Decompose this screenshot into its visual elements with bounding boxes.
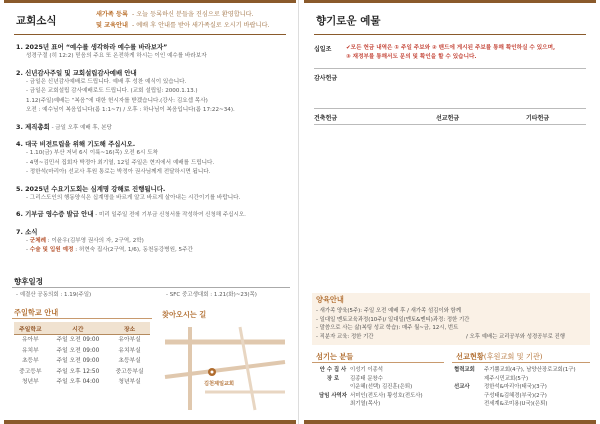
section-line: 1.12(주일)예배는 “복음”에 대한 헌시자를 받겠습니다.(강사: 김요셉 목사) xyxy=(26,97,208,104)
offering-note-line: ✔모든 헌금 내역은 ① 주일 주보와 ② 밴드에 게시된 주보를 통해 확인하실 수 있으며, xyxy=(346,45,556,51)
table-row xyxy=(14,367,150,378)
section-line: 성경구절 (히 12:2) 믿음의 주요 또 온전하게 하시는 이인 예수를 바라보자 xyxy=(26,53,207,59)
table-row xyxy=(14,346,150,357)
cell: 주일 오후 12:50 xyxy=(56,368,100,375)
cell: 유아부 xyxy=(21,337,39,343)
directions-title: 찾아오시는 길 xyxy=(162,310,207,319)
list-item: 제주시민교회(5구) xyxy=(484,375,529,382)
section-line: - 금일은 교회설립 감사예배로도 드립니다. (교회 설립일: 2000.1.13.) xyxy=(26,88,198,94)
cell: 주일 오후 04:00 xyxy=(56,379,100,385)
sunday-school-title: 주일학교 안내 xyxy=(14,308,59,317)
cell: 청년부실 xyxy=(118,379,141,385)
missions-title: 선교현황(후원교회 및 기관) xyxy=(456,352,543,361)
edu-text: 예배 후 안내를 받아 새가족실로 오시기 바랍니다. xyxy=(136,22,270,29)
news-section xyxy=(16,122,290,134)
offering-rule xyxy=(314,68,586,69)
map-label: 김천제일교회 xyxy=(204,381,235,387)
news-section xyxy=(16,42,290,62)
news-item: - 군체례 : 이윤우(김부영 권사의 자, 2구역, 2학) xyxy=(26,237,144,244)
upcoming-item: - SFC 중고생대회 : 1.21(화)~23(목) xyxy=(166,292,257,298)
bottom-accent-bar xyxy=(4,420,296,424)
news-section xyxy=(16,184,290,204)
missions-table xyxy=(454,366,590,409)
top-accent-bar xyxy=(4,0,296,3)
upcoming-title: 향후일정 xyxy=(14,277,43,286)
col-header: 장소 xyxy=(109,322,150,335)
section-title: 7. 소식 xyxy=(16,227,38,236)
offering-note-line: ③ 재정부를 통해서도 문의 및 확인을 할 수 있습니다. xyxy=(346,54,477,60)
section-inline: - 미리 일주일 전에 기부금 신청서를 작성하여 신청해 주십시오. xyxy=(95,212,246,218)
offering-title: 향기로운 예물 xyxy=(316,15,381,27)
cell: 주일 오전 09:00 xyxy=(56,358,100,364)
servers-title: 섬기는 분들 xyxy=(316,352,354,361)
sunday-school-rule xyxy=(12,318,152,319)
table-row xyxy=(14,356,150,367)
section-title: 3. 제직총회 xyxy=(16,122,50,131)
news-section xyxy=(16,209,290,221)
table-row xyxy=(14,377,150,388)
section-title: 2. 신년감사주일 및 교회설립감사예배 안내 xyxy=(16,68,137,77)
guide-item: - 직분자 교육: 정한 기간 xyxy=(316,333,374,340)
guide-extra: / 오후 예배는 교리공부와 성경공부로 진행 xyxy=(466,333,565,340)
directions-map xyxy=(160,322,290,412)
section-title: 4. 대국 비전트립을 위해 기도해 주십시오. xyxy=(16,140,136,148)
cell: 유치부실 xyxy=(118,347,141,354)
table-row xyxy=(14,335,150,346)
list-item: 담임 사역자 서미인(전도사) 황성호(전도사) xyxy=(319,392,423,399)
guide-list xyxy=(316,307,588,341)
guide-item: - 말씀으로 사는 삶(복팅 성교 학습): 매주 월~금, 12시, 번트 xyxy=(316,325,459,332)
tithe-label: 십일조 xyxy=(314,46,332,53)
servers-table xyxy=(316,366,444,409)
cell: 주일 오전 09:00 xyxy=(56,347,100,354)
welcome-tag: 새가족 등록 xyxy=(95,11,128,18)
top-accent-bar xyxy=(304,0,596,3)
news-label: 수술 및 입원 예정 xyxy=(29,247,74,253)
news-section xyxy=(16,227,290,256)
col-header: 주일학교 xyxy=(14,322,47,335)
cell: 청년부 xyxy=(21,379,39,385)
list-item: 구성태&김혜경(부국)(2구) xyxy=(484,392,547,399)
section-line: - 그리스도인의 행동양식은 십계명을 바르게 알고 바르게 살아내는 시간이기를 바랍니다. xyxy=(26,194,241,201)
missions-rule xyxy=(452,362,590,363)
guide-item: - 새가족 양육(5주): 주일 오전 예배 후 / 새가족 섬김이와 함께 xyxy=(316,308,461,314)
section-line: - 금일은 신년감사예배로 드립니다. 예배 후 성찬 예식이 있습니다. xyxy=(26,78,187,85)
list-item: 이운혜(선택) 김진훈(은퇴) xyxy=(350,384,413,391)
welcome-notice: 새가족 등록 - 오늘 등록하신 분들을 진심으로 환영합니다. 및 교육안내 - 예배 후 안내를 받아 새가족실로 오시기 바랍니다. xyxy=(78,9,290,31)
list-item: 안 수 집 사 이성기 이종석 xyxy=(319,367,383,373)
list-item: 협력교회 주기쁨교회(4구), 남양산장로교회(1구) xyxy=(454,367,576,373)
edu-tag: 및 교육안내 xyxy=(95,22,128,29)
upcoming-item: - 예결산 공동의회 : 1.19(주일) xyxy=(16,292,92,298)
news-item: - 수술 및 입원 예정 : 허현숙 집사(2구역, 1/6), 동천동강병원, 5주간 xyxy=(26,247,193,253)
section-line: - 4명~김민서 집회자 박정아 최기열, 12일 주일은 현지에서 예배를 드립니다. xyxy=(26,159,215,166)
cell: 주일 오전 09:00 xyxy=(56,337,100,343)
guide-item: - 일대일 멘토교육과정(10주)/ 일대일(멘토&멘티)과정: 정한 기간 xyxy=(316,316,470,323)
welcome-text: 오늘 등록하신 분들을 진심으로 환영합니다. xyxy=(136,11,254,18)
map-graphic xyxy=(160,322,290,412)
other-label: 기타헌금 xyxy=(526,115,550,122)
news-label: 군체례 xyxy=(29,237,47,244)
page-title: 교회소식 xyxy=(16,15,57,27)
cell: 중고등부실 xyxy=(115,368,144,375)
cell: 유치부 xyxy=(21,347,39,354)
bottom-accent-bar xyxy=(304,420,596,424)
thanks-label: 감사헌금 xyxy=(314,75,338,82)
section-title: 6. 기부금 영수증 발급 안내 xyxy=(16,210,94,218)
page-divider xyxy=(298,0,299,424)
news-text: 이윤우(김부영 권사의 자, 2구역, 2학) xyxy=(51,237,144,244)
news-section xyxy=(16,68,290,116)
cell: 초등부 xyxy=(21,358,39,364)
section-line: 오전 : 예수님이 복음입니다(롬 1:1~7) / 오후 : 하나님이 복음입니다(롬 17:22~34). xyxy=(26,107,235,113)
offering-rule xyxy=(314,124,586,125)
header-rule xyxy=(314,34,586,35)
list-item: 전세계&조미용(U국)(은퇴) xyxy=(484,401,548,408)
news-content xyxy=(16,42,290,262)
section-line: - 1.10(금) 부산 저녁 6시 이륙~16(목) 오전 6시 도착 xyxy=(26,150,159,156)
cell: 유아부실 xyxy=(118,337,141,343)
building-label: 건축헌금 xyxy=(314,115,338,122)
mission-label: 선교헌금 xyxy=(436,115,460,122)
list-item: 최기열(목사) xyxy=(350,401,381,408)
upcoming-panel xyxy=(12,287,290,300)
list-item: 선교사 정한석&마리아(태국)(3구) xyxy=(454,384,547,391)
cell: 초등부실 xyxy=(118,358,141,364)
left-page xyxy=(4,0,296,424)
guide-title: 양육안내 xyxy=(316,295,344,304)
list-item: 장 로 김종태 문창수 xyxy=(326,375,383,382)
news-section xyxy=(16,139,290,178)
section-title: 5. 2025년 수요기도회는 심계명 강해로 진행됩니다. xyxy=(16,184,166,193)
servers-rule xyxy=(312,362,444,363)
offering-rule xyxy=(314,108,586,109)
right-page xyxy=(304,0,596,424)
offering-note xyxy=(346,44,586,62)
col-header: 시간 xyxy=(47,322,109,335)
section-line: - 정한석(마리아) 선교사 후원 통로는 박정아 권사님께게 전달하시면 됩니다. xyxy=(26,169,211,175)
cell: 중고등부 xyxy=(19,368,42,375)
section-inline: - 금일 오후 예배 후, 본당 xyxy=(51,124,112,131)
news-text: 허현숙 집사(2구역, 1/6), 동천동강병원, 5주간 xyxy=(78,247,193,253)
section-title: 1. 2025년 표어 “예수를 생각하라 예수를 바라보자” xyxy=(16,43,168,51)
sunday-school-table xyxy=(14,322,150,388)
header-rule xyxy=(14,34,286,35)
